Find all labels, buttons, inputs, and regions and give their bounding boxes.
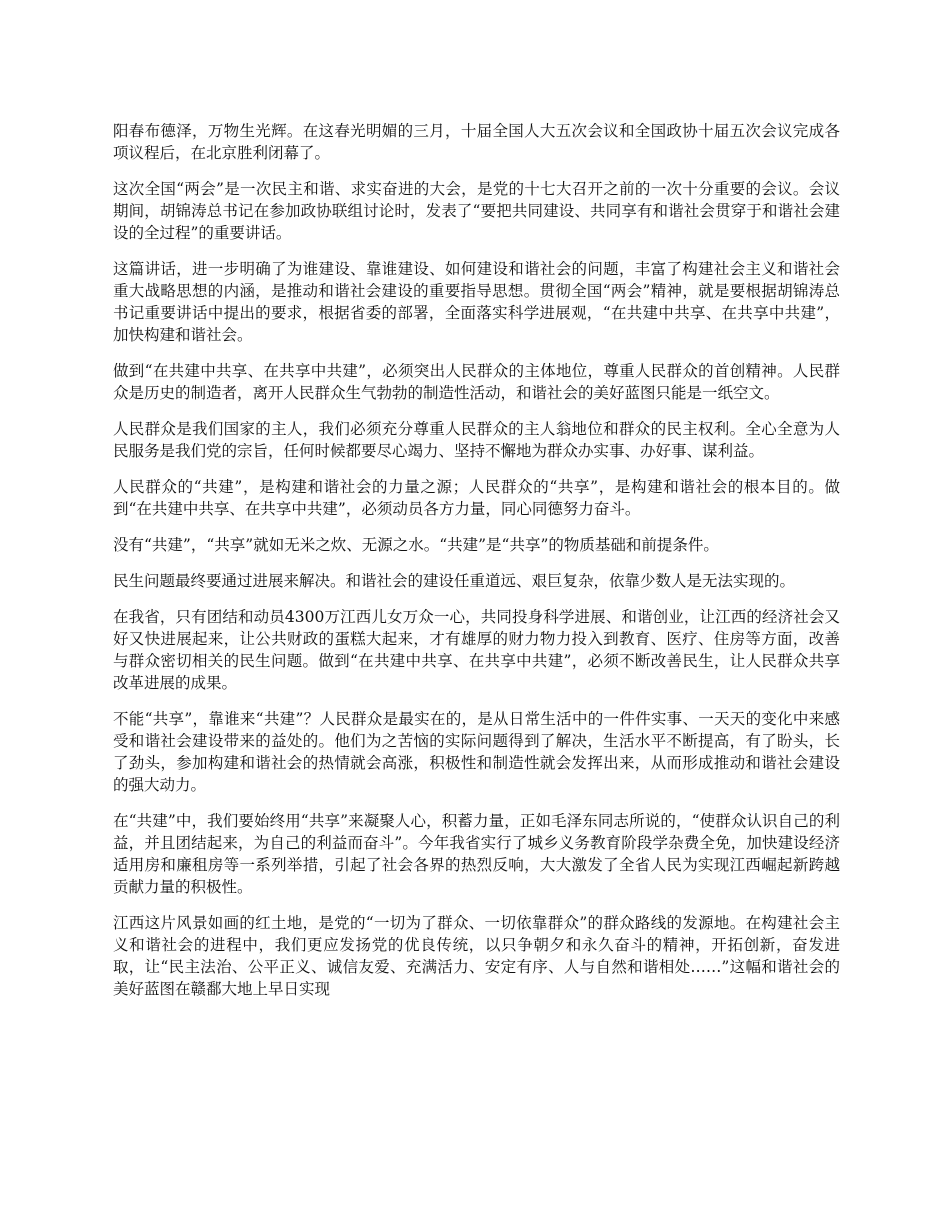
paragraph-4: 做到“在共建中共享、在共享中共建”，必须突出人民群众的主体地位，尊重人民群众的首创精神。人民群众是历史的制造者，离开人民群众生气勃勃的制造性活动，和谐社会的美好蓝图只能是一纸空文。	[113, 362, 840, 402]
paragraph-5: 人民群众是我们国家的主人，我们必须充分尊重人民群众的主人翁地位和群众的民主权利。全心全意为人民服务是我们党的宗旨，任何时候都要尽心竭力、坚持不懈地为群众办实事、办好事、谋利益。	[113, 420, 840, 460]
paragraph-6: 人民群众的“共建”，是构建和谐社会的力量之源；人民群众的“共享”，是构建和谐社会的根本目的。做到“在共建中共享、在共享中共建”，必须动员各方力量，同心同德努力奋斗。	[113, 478, 840, 518]
paragraph-2: 这次全国“两会”是一次民主和谐、求实奋进的大会，是党的十七大召开之前的一次十分重要的会议。会议期间，胡锦涛总书记在参加政协联组讨论时，发表了“要把共同建设、共同享有和谐社会贯穿于和谐社会建设的全过程”的重要讲话。	[113, 180, 840, 242]
paragraph-8: 民生问题最终要通过进展来解决。和谐社会的建设任重道远、艰巨复杂，依靠少数人是无法实现的。	[113, 572, 796, 590]
document-page	[113, 120, 840, 1014]
paragraph-1: 阳春布德泽，万物生光辉。在这春光明媚的三月，十届全国人大五次会议和全国政协十届五次会议完成各项议程后，在北京胜利闭幕了。	[113, 122, 840, 162]
paragraph-9: 在我省，只有团结和动员4300万江西儿女万众一心，共同投身科学进展、和谐创业，让江西的经济社会又好又快进展起来，让公共财政的蛋糕大起来，才有雄厚的财力物力投入到教育、医疗、住房等方面，改善与群众密切相关的民生问题。做到“在共建中共享、在共享中共建”，必须不断改善民生，让人民群众共享改革进展的成果。	[113, 608, 840, 692]
paragraph-10: 不能“共享”，靠谁来“共建”？人民群众是最实在的，是从日常生活中的一件件实事、一天天的变化中来感受和谐社会建设带来的益处的。他们为之苦恼的实际问题得到了解决，生活水平不断提高，有了盼头，长了劲头，参加构建和谐社会的热情就会高涨，积极性和制造性就会发挥出来，从而形成推动和谐社会建设的强大动力。	[113, 710, 840, 794]
paragraph-11: 在“共建”中，我们要始终用“共享”来凝聚人心，积蓄力量，正如毛泽东同志所说的，“使群众认识自己的利益，并且团结起来，为自己的利益而奋斗”。今年我省实行了城乡义务教育阶段学杂费全免，加快建设经济适用房和廉租房等一系列举措，引起了社会各界的热烈反响，大大激发了全省人民为实现江西崛起新跨越贡献力量的积极性。	[113, 812, 840, 896]
paragraph-12: 江西这片风景如画的红土地，是党的“一切为了群众、一切依靠群众”的群众路线的发源地。在构建社会主义和谐社会的进程中，我们更应发扬党的优良传统，以只争朝夕和永久奋斗的精神，开拓创新，奋发进取，让“民主法治、公平正义、诚信友爱、充满活力、安定有序、人与自然和谐相处……”这幅和谐社会的美好蓝图在赣鄱大地上早日实现	[113, 914, 840, 998]
paragraph-3: 这篇讲话，进一步明确了为谁建设、靠谁建设、如何建设和谐社会的问题，丰富了构建社会主义和谐社会重大战略思想的内涵，是推动和谐社会建设的重要指导思想。贯彻全国“两会”精神，就是要根据胡锦涛总书记重要讲话中提出的要求，根据省委的部署，全面落实科学进展观，“在共建中共享、在共享中共建”，加快构建和谐社会。	[113, 260, 840, 344]
paragraph-7: 没有“共建”，“共享”就如无米之炊、无源之水。“共建”是“共享”的物质基础和前提条件。	[113, 536, 719, 554]
